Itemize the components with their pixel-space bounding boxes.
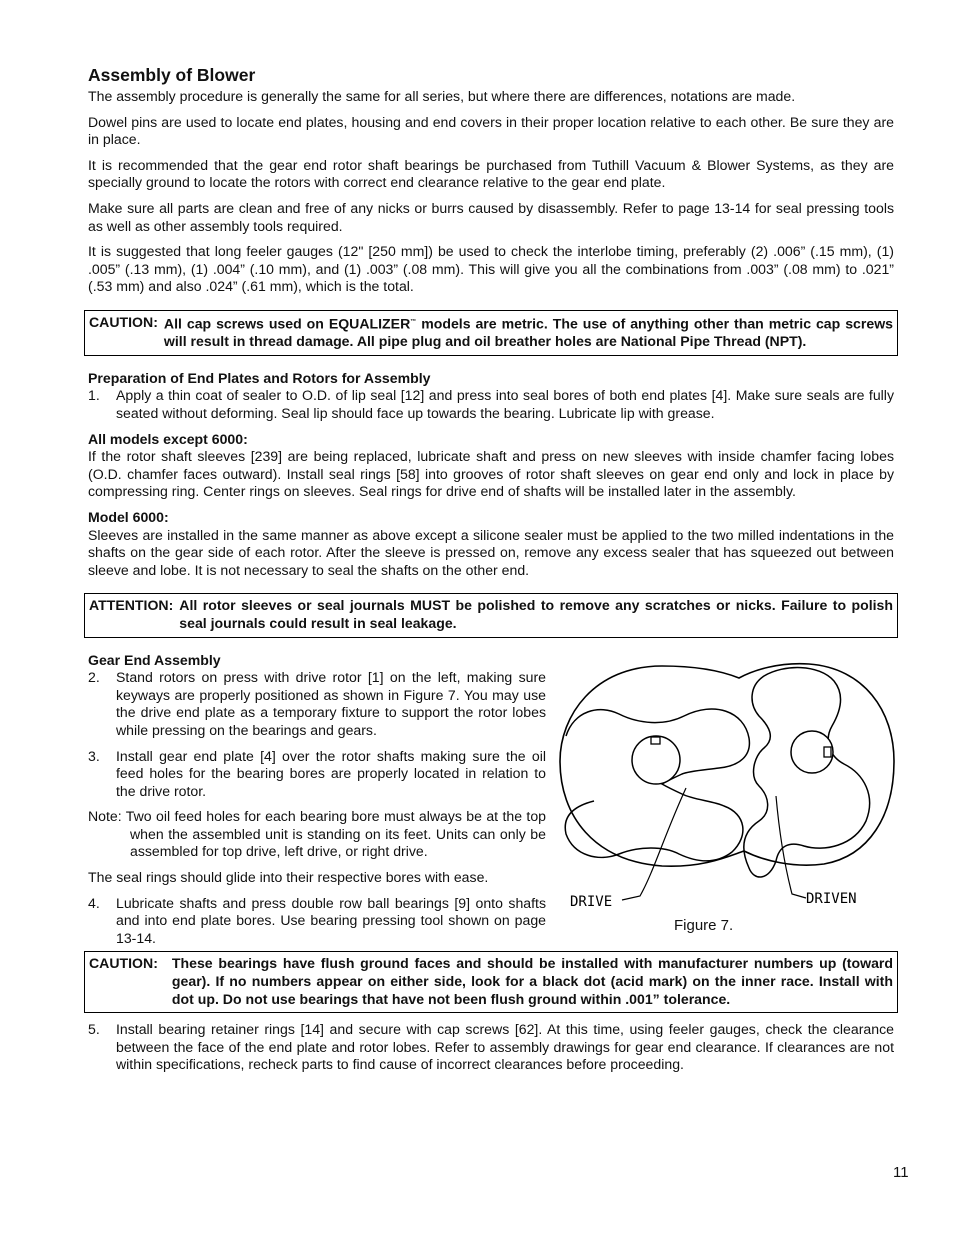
prep-heading: Preparation of End Plates and Rotors for Assembly: [88, 369, 431, 386]
drive-rotor: [565, 709, 749, 861]
step-3: 3. Install gear end plate [4] over the rotor shafts making sure the oil feed holes for the bearing bores are properly located in relation to the drive rotor.: [88, 747, 546, 799]
gear-end-section: [88, 652, 894, 948]
model-6000-text: Sleeves are installed in the same manner as above except a silicone sealer must be applied to the two milled indentations in the shafts on the gear side of each rotor. After the sleeve is pressed on, remove any excess sealer that has squeezed out between sleeve and lobe. It is not necessary to seal the shafts on the other end.: [88, 526, 894, 578]
page-number: 11: [893, 1164, 909, 1181]
drive-leader: [622, 788, 686, 900]
intro-paragraph-3: It is recommended that the gear end rotor shaft bearings be purchased from Tuthill Vacuum & Blower Systems, as they are specially ground to locate the rotors with correct end clearance relative to the gear end plate.: [88, 156, 894, 191]
caution-label-2: CAUTION:: [89, 955, 158, 972]
drive-keyway: [651, 737, 660, 744]
intro-paragraph-4: Make sure all parts are clean and free of any nicks or burrs caused by disassembly. Refer to page 13-14 for seal pressing tools as well as other assembly tools required.: [88, 199, 894, 234]
caution-box-bearings: [84, 951, 898, 1013]
attention-box: [84, 593, 898, 637]
driven-keyway: [824, 747, 831, 757]
model-6000-heading: Model 6000:: [88, 508, 169, 525]
step-1: 1. Apply a thin coat of sealer to O.D. of lip seal [12] and press into seal bores of both end plates [4]. Make sure seals are fully seated without deforming. Seal lip should face up towards the bearing. Lubricate lip with grease.: [88, 387, 894, 421]
all-models-heading: All models except 6000:: [88, 430, 248, 447]
step-4: 4. Lubricate shafts and press double row ball bearings [9] onto shafts and into end plate bores. Use bearing pressing tool shown on page 13-14.: [88, 894, 546, 946]
housing-outline: [560, 663, 894, 866]
attention-label: ATTENTION:: [89, 597, 174, 614]
intro-paragraph-2: Dowel pins are used to locate end plates, housing and end covers in their proper location relative to each other. Be sure they are in place.: [88, 113, 894, 148]
driven-leader: [776, 796, 806, 898]
step-2: 2. Stand rotors on press with drive rotor [1] on the left, making sure keyways are properly positioned as shown in Figure 7. You may use the drive end plate as a temporary fixture to support the rotor lobes while pressing on the bearings and gears.: [88, 669, 546, 738]
driven-label: DRIVEN: [806, 890, 857, 907]
page-content: [88, 64, 894, 1082]
intro-paragraph-5: It is suggested that long feeler gauges (12" [250 mm]) be used to check the interlobe timing, preferably (2) .006” (.15 mm), (1) .005” (.13 mm), (1) .004” (.10 mm), and (1) .003” (.08 mm). This will give you all the combinations from .003” (.08 mm) to .021” (.53 mm) and also .024” (.61 mm), which is the total.: [88, 243, 894, 295]
figure-7: [546, 652, 894, 947]
step-5: 5. Install bearing retainer rings [14] and secure with cap screws [62]. At this time, using feeler gauges, check the clearance between the face of the end plate and rotor lobes. Refer to assembly drawings for gear end clearance. If clearances are not within specifications, recheck parts to find cause of incorrect clearances before proceeding.: [88, 1021, 894, 1073]
caution-box-metric: [84, 310, 898, 356]
rotor-diagram: [554, 656, 899, 921]
caution-text: All cap screws used on EQUALIZER™ models are metric. The use of anything other than metric cap screws will result in thread damage. All pipe plug and oil breather holes are National Pipe Thread (NPT).: [163, 315, 893, 350]
caution-text-2: These bearings have flush ground faces and should be installed with manufacturer numbers up (toward gear). If no numbers appear on either side, look for a black dot (acid mark) on the inner race. Install with dot up. Do not use bearings that have not been flush ground within .001” tolerance.: [171, 955, 893, 1007]
gear-end-heading: Gear End Assembly: [88, 651, 221, 668]
figure-caption: Figure 7.: [674, 916, 734, 934]
trademark-symbol: ™: [410, 318, 417, 325]
attention-text: All rotor sleeves or seal journals MUST be polished to remove any scratches or nicks. Failure to polish seal journals could result in seal leakage.: [179, 597, 893, 631]
all-models-text: If the rotor shaft sleeves [239] are being replaced, lubricate shaft and press on new sleeves with inside chamfer facing lobes (O.D. chamfer faces outward). Install seal rings [58] into grooves of rotor shaft sleeves on gear end only and lock in place by compressing ring. Center rings on sleeves. Seal rings for drive end of shafts will be installed later in the assembly.: [88, 448, 894, 500]
glide-text: The seal rings should glide into their respective bores with ease.: [88, 869, 489, 886]
drive-label: DRIVE: [570, 893, 613, 910]
intro-paragraph-1: The assembly procedure is generally the same for all series, but where there are differences, notations are made.: [88, 88, 796, 104]
note-oil-feed: Note: Two oil feed holes for each bearing bore must always be at the top when the assembled unit is standing on its feet. Units can only be assembled for top drive, left drive, or right drive.: [88, 808, 546, 860]
caution-label: CAUTION:: [89, 313, 158, 330]
section-title: Assembly of Blower: [88, 65, 256, 85]
